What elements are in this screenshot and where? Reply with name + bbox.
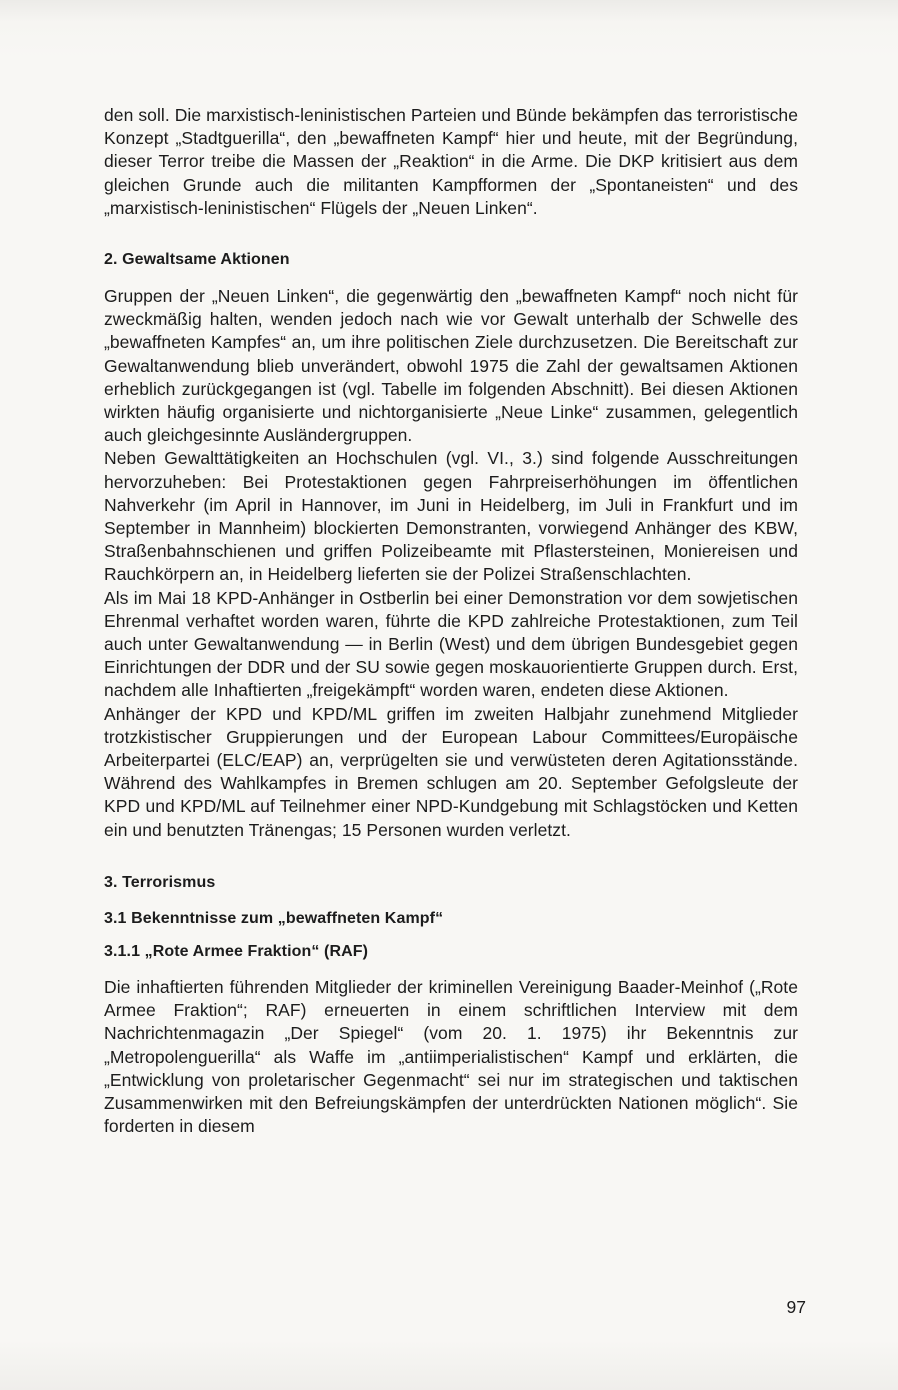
spacer bbox=[104, 930, 798, 941]
spacer bbox=[104, 271, 798, 285]
spacer bbox=[104, 894, 798, 908]
spacer bbox=[104, 842, 798, 872]
page-body bbox=[104, 104, 798, 1138]
paragraph-raf: Die inhaftierten führenden Mitglieder der kriminellen Vereinigung Baader-Meinhof („Rote Armee Fraktion“; RAF) erneuerten in einem schriftlichen Interview mit dem Nachrichtenmagazin „Der Spiegel“ (vom 20. 1. 1975) ihr Bekenntnis zur „Metropolenguerilla“ als Waffe im „antiimperialistischen“ Kampf und erklärten, die „Entwicklung von proletarischer Gegenmacht“ sei nur im strategischen und taktischen Zusammenwirken mit den Befreiungskämpfen der unterdrückten Nationen möglich“. Sie forderten in diesem bbox=[104, 976, 798, 1137]
intro-paragraph: den soll. Die marxistisch-leninistischen Parteien und Bünde bekämpfen das terroristische Konzept „Stadtguerilla“, den „bewaffneten Kampf“ hier und heute, mit der Begründung, dieser Terror treibe die Massen der „Reaktion“ in die Arme. Die DKP kritisiert aus dem gleichen Grunde auch die militanten Kampfformen der „Spontaneisten“ und des „marxistisch-leninistischen“ Flügels der „Neuen Linken“. bbox=[104, 105, 798, 218]
subsection-heading-bekenntnisse: 3.1 Bekenntnisse zum „bewaffneten Kampf“ bbox=[104, 909, 444, 927]
paragraph-kpd-ostberlin: Als im Mai 18 KPD-Anhänger in Ostberlin bei einer Demonstration vor dem sowjetischen Ehrenmal verhaftet worden waren, führte die KPD zahlreiche Protestaktionen, zum Teil auch unter Gewaltanwendung — in Berlin (West) und dem übrigen Bundesgebiet gegen Einrichtungen der DDR und der SU sowie gegen moskauorientierte Gruppen durch. Erst, nachdem alle Inhaftierten „freigekämpft“ worden waren, endeten diese Aktionen. bbox=[104, 587, 798, 701]
section-heading-terrorismus: 3. Terrorismus bbox=[104, 873, 216, 891]
section-heading-gewaltsame-aktionen: 2. Gewaltsame Aktionen bbox=[104, 251, 290, 269]
spacer bbox=[104, 220, 798, 249]
paragraph-gruppen: Gruppen der „Neuen Linken“, die gegenwärtig den „bewaffneten Kampf“ noch nicht für zweckmäßig halten, wenden jedoch nach wie vor Gewalt unterhalb der Schwelle des „bewaffneten Kampfes“ an, um ihre politischen Ziele durchzusetzen. Die Bereitschaft zur Gewaltanwendung blieb unverändert, obwohl 1975 die Zahl der gewaltsamen Aktionen erheblich zurückgegangen ist (vgl. Tabelle im folgenden Abschnitt). Bei diesen Aktionen wirkten häufig organisierte und nichtorganisierte „Neue Linke“ zusammen, gelegentlich auch gleichgesinnte Ausländergruppen. bbox=[104, 286, 798, 446]
paragraph-kpd-ml: Anhänger der KPD und KPD/ML griffen im zweiten Halbjahr zunehmend Mitglieder trotzkistischer Gruppierungen und der European Labour Committees/Europäische Arbeiterpartei (ELC/EAP) an, verprügelten sie und verwüsteten deren Agitationsstände. Während des Wahlkampfes in Bremen schlugen am 20. September Gefolgsleute der KPD und KPD/ML auf Teilnehmer einer NPD-Kundgebung mit Schlagstöcken und Ketten ein und benutzten Tränengas; 15 Personen wurden verletzt. bbox=[104, 703, 798, 840]
paragraph-hochschulen: Neben Gewalttätigkeiten an Hochschulen (vgl. VI., 3.) sind folgende Ausschreitungen hervorzuheben: Bei Protestaktionen gegen Fahrpreiserhöhungen im öffentlichen Nahverkehr (im April in Hannover, im Juni in Heidelberg, im Juli in Frankfurt und im September in Mannheim) blockierten Demonstranten, vorwiegend Anhänger des KBW, Straßenbahnschienen und griffen Polizeibeamte mit Pflastersteinen, Moniereisen und Rauchkörpern an, in Heidelberg lieferten sie der Polizei Straßenschlachten. bbox=[104, 448, 798, 585]
spacer bbox=[104, 963, 798, 976]
subsubsection-heading-raf: 3.1.1 „Rote Armee Fraktion“ (RAF) bbox=[104, 942, 369, 960]
page-number: 97 bbox=[786, 1297, 806, 1317]
